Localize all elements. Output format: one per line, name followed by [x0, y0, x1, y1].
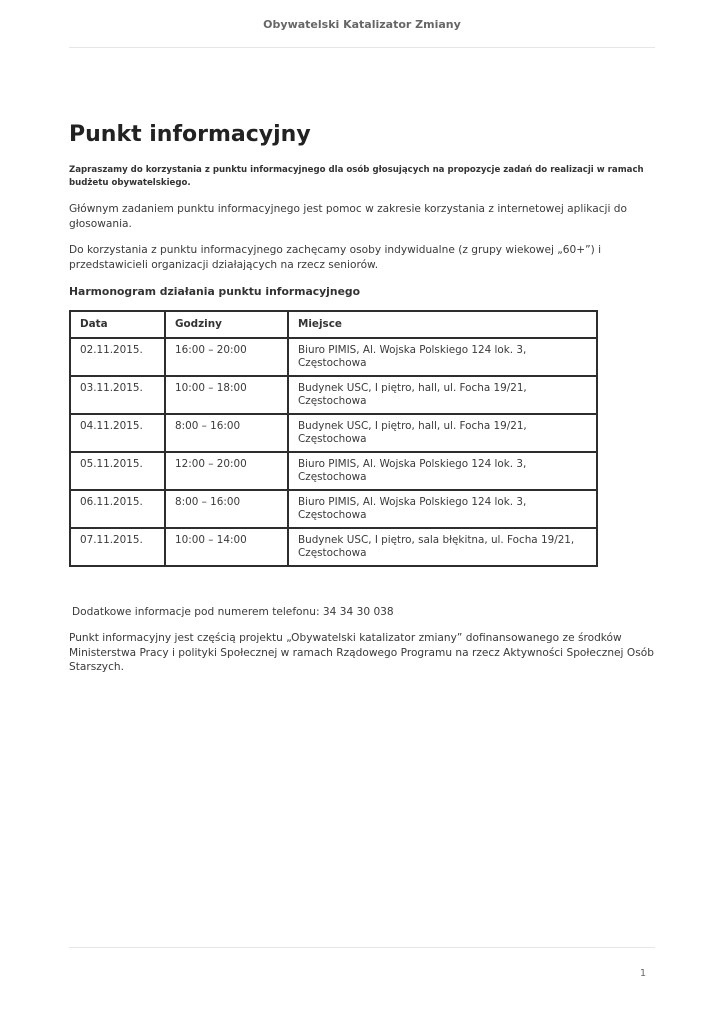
schedule-table: [69, 310, 598, 567]
cell-date: 02.11.2015.: [70, 338, 165, 376]
table-row: [70, 490, 597, 528]
lead-paragraph: Zapraszamy do korzystania z punktu informacyjnego dla osób głosujących na propozycje zadań do realizacji w ramach budżetu obywatelskiego.: [69, 165, 644, 188]
paragraph-audience: Do korzystania z punktu informacyjnego zachęcamy osoby indywidualne (z grupy wiekowej „60+”) i przedstawicieli organizacji działających na rzecz seniorów.: [69, 244, 602, 271]
page-title: Punkt informacyjny: [69, 122, 311, 147]
page-number: 1: [639, 968, 646, 979]
cell-date: 03.11.2015.: [70, 376, 165, 414]
table-row: [70, 414, 597, 452]
cell-place: Budynek USC, I piętro, hall, ul. Focha 19/21, Częstochowa: [288, 376, 597, 414]
cell-hours: 12:00 – 20:00: [165, 452, 288, 490]
cell-hours: 10:00 – 14:00: [165, 528, 288, 566]
table-row: [70, 376, 597, 414]
page-footer-rule: [69, 947, 655, 948]
table-header-row: [70, 311, 597, 338]
cell-place: Biuro PIMIS, Al. Wojska Polskiego 124 lok. 3, Częstochowa: [288, 338, 597, 376]
column-header-place: Miejsce: [288, 311, 597, 338]
cell-date: 05.11.2015.: [70, 452, 165, 490]
cell-place: Budynek USC, I piętro, sala błękitna, ul. Focha 19/21, Częstochowa: [288, 528, 597, 566]
cell-hours: 8:00 – 16:00: [165, 490, 288, 528]
cell-place: Budynek USC, I piętro, hall, ul. Focha 19/21, Częstochowa: [288, 414, 597, 452]
column-header-date: Data: [70, 311, 165, 338]
cell-hours: 16:00 – 20:00: [165, 338, 288, 376]
table-row: [70, 528, 597, 566]
table-row: [70, 338, 597, 376]
cell-date: 06.11.2015.: [70, 490, 165, 528]
cell-hours: 10:00 – 18:00: [165, 376, 288, 414]
main-content: [69, 118, 655, 675]
project-note: Punkt informacyjny jest częścią projektu „Obywatelski katalizator zmiany” dofinansowanego ze środków Ministerstwa Pracy i polityki Społecznej w ramach Rządowego Programu na rzecz Aktywności Społecznej Osób Starszych.: [69, 632, 654, 673]
paragraph-purpose: Głównym zadaniem punktu informacyjnego jest pomoc w zakresie korzystania z internetowej aplikacji do głosowania.: [69, 203, 628, 230]
table-row: [70, 452, 597, 490]
site-title: Obywatelski Katalizator Zmiany: [263, 18, 461, 31]
cell-place: Biuro PIMIS, Al. Wojska Polskiego 124 lok. 3, Częstochowa: [288, 490, 597, 528]
cell-place: Biuro PIMIS, Al. Wojska Polskiego 124 lok. 3, Częstochowa: [288, 452, 597, 490]
page-header: [69, 0, 655, 48]
contact-info: Dodatkowe informacje pod numerem telefonu: 34 34 30 038: [72, 606, 394, 618]
cell-hours: 8:00 – 16:00: [165, 414, 288, 452]
column-header-hours: Godziny: [165, 311, 288, 338]
schedule-heading: Harmonogram działania punktu informacyjnego: [69, 285, 361, 298]
cell-date: 07.11.2015.: [70, 528, 165, 566]
cell-date: 04.11.2015.: [70, 414, 165, 452]
